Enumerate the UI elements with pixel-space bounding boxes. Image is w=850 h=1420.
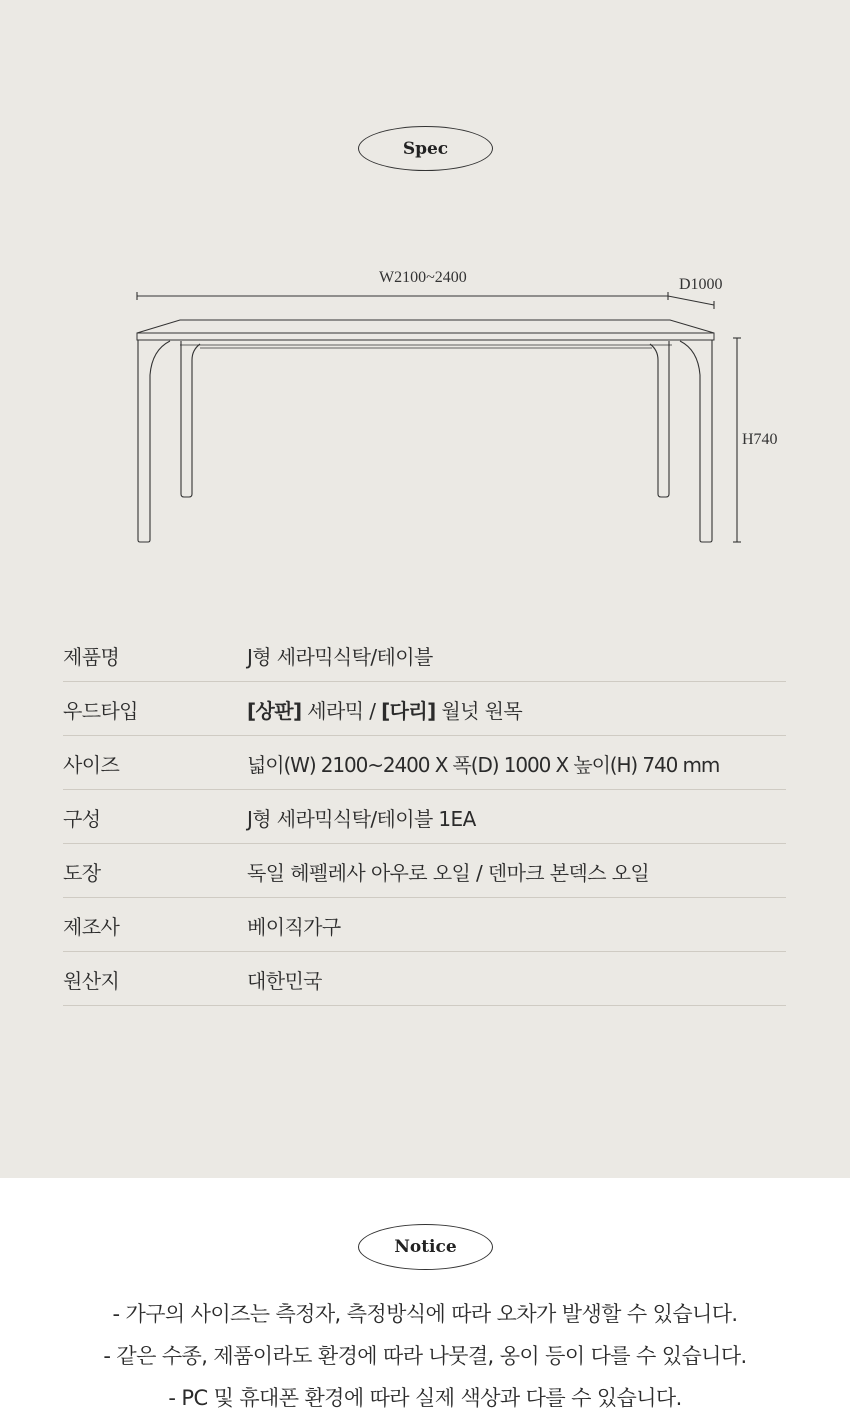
spec-value: J형 세라믹식탁/테이블 1EA bbox=[247, 807, 476, 831]
table-top bbox=[137, 320, 714, 348]
spec-value: 넓이(W) 2100~2400 X 폭(D) 1000 X 높이(H) 740 mm bbox=[247, 753, 720, 777]
spec-row-product-name bbox=[63, 628, 786, 682]
spec-value: 베이직가구 bbox=[247, 915, 341, 939]
leg-material: 월넛 원목 bbox=[435, 699, 523, 723]
notice-line: - 가구의 사이즈는 측정자, 측정방식에 따라 오차가 발생할 수 있습니다. bbox=[112, 1302, 738, 1326]
height-label: H740 bbox=[742, 431, 778, 448]
spec-key: 우드타입 bbox=[63, 699, 138, 723]
spec-row-size bbox=[63, 736, 786, 790]
notice-line: - PC 및 휴대폰 환경에 따라 실제 색상과 다를 수 있습니다. bbox=[168, 1386, 682, 1410]
leg-tag: [다리] bbox=[381, 699, 436, 723]
notice-line: - 같은 수종, 제품이라도 환경에 따라 나뭇결, 옹이 등이 다를 수 있습니다. bbox=[103, 1344, 747, 1368]
spec-key: 사이즈 bbox=[63, 753, 120, 777]
depth-label: D1000 bbox=[679, 276, 723, 293]
spec-table bbox=[63, 628, 786, 1006]
table-drawing bbox=[0, 0, 850, 600]
spec-value: 독일 헤펠레사 아우로 오일 / 덴마크 본덱스 오일 bbox=[247, 861, 650, 885]
spec-key: 원산지 bbox=[63, 969, 120, 993]
notice-title: Notice bbox=[358, 1224, 493, 1270]
notice-list bbox=[0, 1294, 850, 1420]
front-left-leg bbox=[138, 340, 170, 542]
spec-key: 제조사 bbox=[63, 915, 120, 939]
spec-value: 대한민국 bbox=[247, 969, 322, 993]
spec-title: Spec bbox=[358, 126, 493, 171]
spec-key: 구성 bbox=[63, 807, 101, 831]
spec-row-composition bbox=[63, 790, 786, 844]
back-right-leg bbox=[650, 341, 669, 497]
spec-row-finish bbox=[63, 844, 786, 898]
back-left-leg bbox=[181, 341, 200, 497]
width-label: W2100~2400 bbox=[379, 269, 467, 286]
spec-row-origin bbox=[63, 952, 786, 1006]
depth-dimension-line bbox=[668, 296, 714, 305]
front-right-leg bbox=[680, 340, 712, 542]
spec-row-wood-type bbox=[63, 682, 786, 736]
spec-row-manufacturer bbox=[63, 898, 786, 952]
spec-value bbox=[247, 695, 522, 724]
top-tag: [상판] bbox=[247, 699, 302, 723]
top-material: 세라믹 / bbox=[301, 699, 382, 723]
spec-value: J형 세라믹식탁/테이블 bbox=[247, 645, 433, 669]
spec-key: 도장 bbox=[63, 861, 101, 885]
spec-key: 제품명 bbox=[63, 645, 120, 669]
